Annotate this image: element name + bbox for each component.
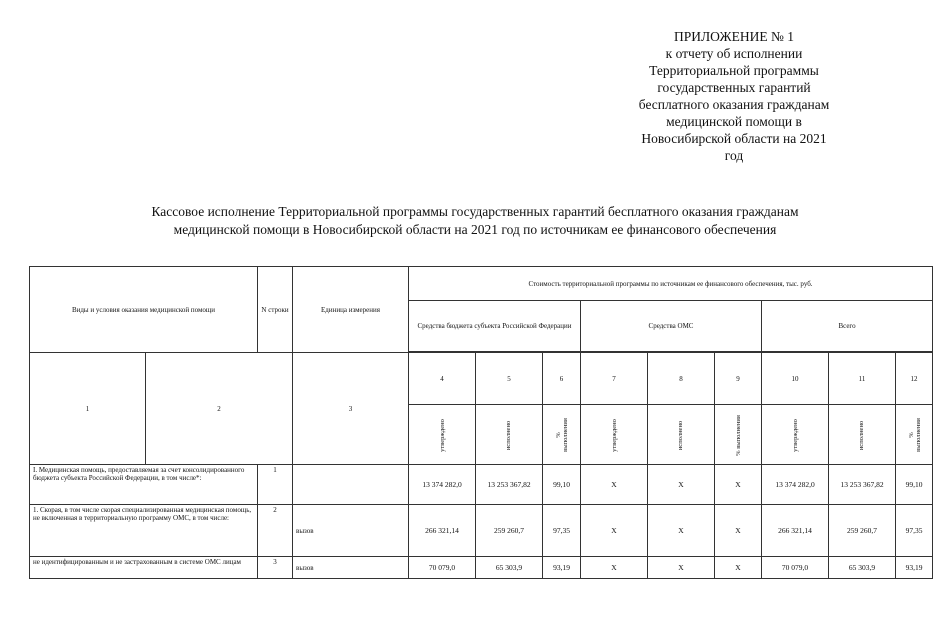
header-row-1 bbox=[30, 267, 933, 301]
row-value: X bbox=[581, 465, 648, 505]
row-value: 93,19 bbox=[543, 557, 581, 579]
row-value: 70 079,0 bbox=[409, 557, 476, 579]
header-oms-group: Средства ОМС bbox=[581, 301, 762, 352]
appendix-line: ПРИЛОЖЕНИЕ № 1 bbox=[673, 29, 795, 44]
appendix-line: медицинской помощи в bbox=[666, 114, 802, 129]
header-cost-group: Стоимость территориальной программы по источникам ее финансового обеспечения, тыс. руб. bbox=[409, 267, 933, 301]
header-col-number: 5 bbox=[476, 353, 543, 405]
appendix-line: к отчету об исполнении bbox=[665, 46, 803, 61]
sublabel-executed bbox=[648, 405, 715, 465]
sublabel-text: утверждено bbox=[791, 418, 799, 452]
row-value: 266 321,14 bbox=[762, 505, 829, 557]
row-value: X bbox=[648, 557, 715, 579]
row-name: I. Медицинская помощь, предоставляемая за счет консолидированного бюджета субъекта Российской Федерации, в том числе*: bbox=[30, 465, 258, 505]
sublabel-text: % выполнения bbox=[734, 414, 742, 456]
row-value: 259 260,7 bbox=[829, 505, 896, 557]
row-name: не идентифицированным и не застрахованным в системе ОМС лицам bbox=[30, 557, 258, 579]
row-value: 259 260,7 bbox=[476, 505, 543, 557]
row-value: 99,10 bbox=[543, 465, 581, 505]
document-title-line-2: медицинской помощи в Новосибирской области на 2021 год по источникам ее финансового обеспечения bbox=[173, 222, 777, 237]
sublabel-text: утверждено bbox=[438, 418, 446, 452]
row-value: 65 303,9 bbox=[476, 557, 543, 579]
row-number: 2 bbox=[258, 505, 293, 557]
sublabel-percent bbox=[543, 405, 581, 465]
row-number: 1 bbox=[258, 465, 293, 505]
header-num-3: 3 bbox=[293, 353, 409, 465]
header-types: Виды и условия оказания медицинской помощи bbox=[30, 267, 258, 353]
table-row bbox=[30, 465, 933, 505]
row-value: 97,35 bbox=[896, 505, 933, 557]
appendix-line: Территориальной программы bbox=[649, 63, 819, 78]
sublabel-text: % выполнения bbox=[907, 417, 922, 452]
row-unit: вызов bbox=[293, 505, 409, 557]
sublabel-text: исполнено bbox=[858, 420, 866, 450]
row-value: X bbox=[715, 557, 762, 579]
header-col-number: 6 bbox=[543, 353, 581, 405]
header-row-number: N строки bbox=[258, 267, 293, 353]
financing-table bbox=[29, 266, 933, 579]
appendix-line: год bbox=[724, 148, 744, 163]
appendix-line: Новосибирской области на 2021 bbox=[641, 131, 827, 146]
sublabel-percent bbox=[715, 405, 762, 465]
sublabel-text: исполнено bbox=[677, 420, 685, 450]
table-row bbox=[30, 505, 933, 557]
row-value: 97,35 bbox=[543, 505, 581, 557]
row-value: 13 253 367,82 bbox=[829, 465, 896, 505]
sublabel-approved bbox=[409, 405, 476, 465]
row-value: X bbox=[581, 557, 648, 579]
header-total-group: Всего bbox=[762, 301, 933, 352]
document-title-line-1: Кассовое исполнение Территориальной программы государственных гарантий бесплатного оказания гражданам bbox=[151, 204, 799, 219]
header-num-2: 2 bbox=[146, 353, 293, 465]
sublabel-percent bbox=[896, 405, 933, 465]
row-value: 65 303,9 bbox=[829, 557, 896, 579]
appendix-block bbox=[600, 28, 868, 164]
row-value: X bbox=[581, 505, 648, 557]
row-unit bbox=[293, 465, 409, 505]
sublabel-approved bbox=[581, 405, 648, 465]
header-budget-group: Средства бюджета субъекта Российской Федерации bbox=[409, 301, 581, 352]
row-value: X bbox=[715, 505, 762, 557]
header-col-number: 10 bbox=[762, 353, 829, 405]
row-value: 93,19 bbox=[896, 557, 933, 579]
header-col-number: 4 bbox=[409, 353, 476, 405]
sublabel-text: утверждено bbox=[610, 418, 618, 452]
appendix-line: бесплатного оказания гражданам bbox=[638, 97, 830, 112]
row-value: 13 253 367,82 bbox=[476, 465, 543, 505]
document-title bbox=[70, 203, 880, 239]
table-row bbox=[30, 557, 933, 579]
row-value: 13 374 282,0 bbox=[409, 465, 476, 505]
row-value: 13 374 282,0 bbox=[762, 465, 829, 505]
row-value: 70 079,0 bbox=[762, 557, 829, 579]
header-col-number: 7 bbox=[581, 353, 648, 405]
row-unit: вызов bbox=[293, 557, 409, 579]
header-col-number: 8 bbox=[648, 353, 715, 405]
header-row-numbers bbox=[30, 353, 933, 405]
header-num-1: 1 bbox=[30, 353, 146, 465]
sublabel-approved bbox=[762, 405, 829, 465]
row-number: 3 bbox=[258, 557, 293, 579]
sublabel-text: исполнено bbox=[505, 420, 513, 450]
header-unit: Единица измерения bbox=[293, 267, 409, 353]
row-value: X bbox=[648, 465, 715, 505]
row-name: 1. Скорая, в том числе скорая специализированная медицинская помощь, не включенная в территориальную программу ОМС, в том числе: bbox=[30, 505, 258, 557]
sublabel-executed bbox=[476, 405, 543, 465]
row-value: 266 321,14 bbox=[409, 505, 476, 557]
sublabel-text: % выполнения bbox=[554, 417, 569, 452]
appendix-line: государственных гарантий bbox=[657, 80, 811, 95]
row-value: 99,10 bbox=[896, 465, 933, 505]
row-value: X bbox=[715, 465, 762, 505]
sublabel-executed bbox=[829, 405, 896, 465]
header-col-number: 11 bbox=[829, 353, 896, 405]
row-value: X bbox=[648, 505, 715, 557]
header-col-number: 12 bbox=[896, 353, 933, 405]
header-col-number: 9 bbox=[715, 353, 762, 405]
